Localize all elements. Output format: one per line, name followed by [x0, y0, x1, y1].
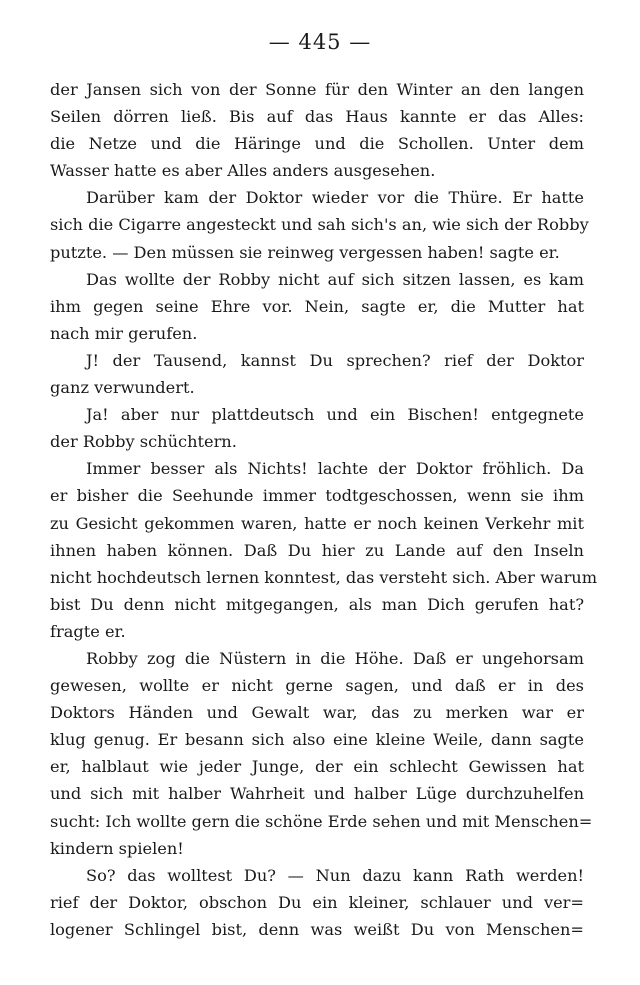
paragraph — [50, 401, 584, 455]
text-line: Doktors Händen und Gewalt war, das zu merken war er — [50, 703, 584, 723]
text-line: fragte er. — [50, 621, 126, 641]
text-line: zu Gesicht gekommen waren, hatte er noch keinen Verkehr mit — [50, 513, 584, 533]
paragraph — [50, 347, 584, 401]
text-line: sich die Cigarre angesteckt und sah sich's an, wie sich der Robby — [50, 215, 589, 235]
paragraph — [50, 645, 593, 862]
text-line: er, halblaut wie jeder Junge, der ein schlecht Gewissen hat — [50, 757, 584, 777]
text-line: Robby zog die Nüstern in die Höhe. Daß er ungehorsam — [86, 648, 584, 668]
text-line: Das wollte der Robby nicht auf sich sitzen lassen, es kam — [86, 269, 584, 289]
paragraph — [50, 862, 584, 943]
text-line: J! der Tausend, kannst Du sprechen? rief der Doktor — [86, 350, 584, 370]
paragraph — [50, 76, 584, 184]
text-line: Darüber kam der Doktor wieder vor die Thüre. Er hatte — [86, 188, 584, 208]
text-line: er bisher die Seehunde immer todtgeschossen, wenn sie ihm — [50, 486, 584, 506]
text-line: rief der Doktor, obschon Du ein kleiner, schlauer und ver= — [50, 892, 584, 912]
paragraph — [50, 266, 584, 347]
text-line: kindern spielen! — [50, 838, 184, 858]
body-text — [50, 76, 598, 943]
text-line: logener Schlingel bist, denn was weißt Du von Menschen= — [50, 919, 584, 939]
text-line: So? das wolltest Du? — Nun dazu kann Rath werden! — [86, 865, 584, 885]
text-line: ihm gegen seine Ehre vor. Nein, sagte er, die Mutter hat — [50, 296, 584, 316]
text-line: Wasser hatte es aber Alles anders ausgesehen. — [50, 161, 436, 181]
text-line: die Netze und die Häringe und die Schollen. Unter dem — [50, 134, 584, 154]
paragraph — [50, 455, 598, 645]
text-line: ihnen haben können. Daß Du hier zu Lande auf den Inseln — [50, 540, 584, 560]
text-line: nach mir gerufen. — [50, 323, 198, 343]
text-line: Seilen dörren ließ. Bis auf das Haus kannte er das Alles: — [50, 107, 584, 127]
page-number: — 445 — — [268, 30, 372, 54]
text-line: Ja! aber nur plattdeutsch und ein Bischen! entgegnete — [86, 405, 584, 425]
text-line: bist Du denn nicht mitgegangen, als man Dich gerufen hat? — [50, 594, 584, 614]
text-line: putzte. — Den müssen sie reinweg vergessen haben! sagte er. — [50, 242, 560, 262]
text-line: ganz verwundert. — [50, 378, 195, 398]
text-line: nicht hochdeutsch lernen konntest, das versteht sich. Aber warum — [50, 567, 598, 587]
text-line: klug genug. Er besann sich also eine kleine Weile, dann sagte — [50, 730, 584, 750]
paragraph — [50, 184, 589, 265]
text-line: und sich mit halber Wahrheit und halber Lüge durchzuhelfen — [50, 784, 584, 804]
text-line: Immer besser als Nichts! lachte der Doktor fröhlich. Da — [86, 459, 584, 479]
text-line: gewesen, wollte er nicht gerne sagen, und daß er in des — [50, 676, 584, 696]
text-line: sucht: Ich wollte gern die schöne Erde sehen und mit Menschen= — [50, 811, 593, 831]
text-line: der Robby schüchtern. — [50, 432, 237, 452]
text-line: der Jansen sich von der Sonne für den Winter an den langen — [50, 80, 584, 99]
